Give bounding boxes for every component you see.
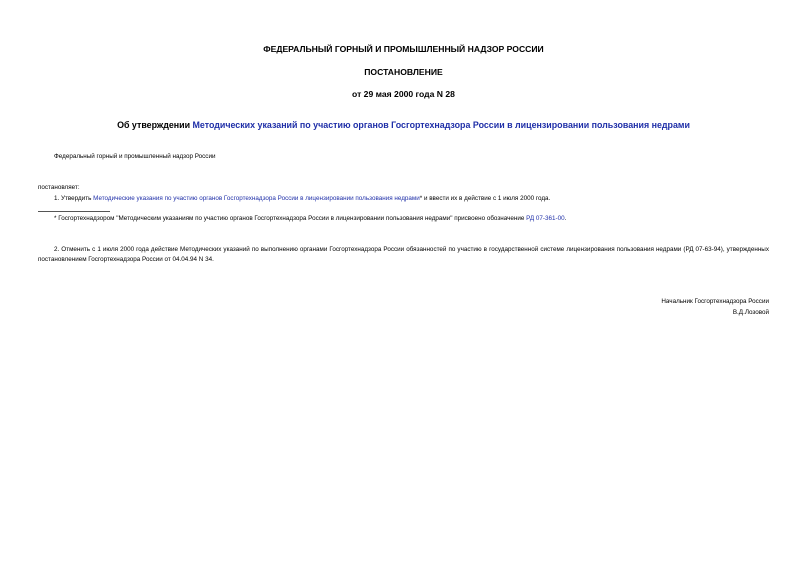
title-link[interactable]: Методических указаний по участию органов Госгортехнадзора России в лицензировании пользования недрами: [192, 120, 690, 130]
document-title: [0, 119, 807, 131]
item-2-paragraph: 2. Отменить с 1 июля 2000 года действие Методических указаний по выполнению органами Госгортехнадзора России обязанностей по участию в государственной системе лицензирования пользования недрами (РД 07-63-94), утвержденных постановлением Госгортехнадзора России от 04.04.94 N 34.: [38, 246, 769, 263]
agency-heading: ФЕДЕРАЛЬНЫЙ ГОРНЫЙ И ПРОМЫШЛЕННЫЙ НАДЗОР РОССИИ: [263, 44, 544, 54]
footnote-link[interactable]: РД 07-361-00: [526, 215, 565, 222]
document-date-heading: от 29 мая 2000 года N 28: [352, 89, 455, 99]
document-type-heading: ПОСТАНОВЛЕНИЕ: [364, 67, 443, 77]
item-1-suffix: * и ввести их в действие с 1 июля 2000 года.: [419, 195, 551, 202]
item-1-link[interactable]: Методические указания по участию органов Госгортехнадзора России в лицензировании пользования недрами: [93, 195, 420, 202]
item-1-prefix: 1. Утвердить: [54, 195, 94, 202]
footnote-paragraph: [54, 214, 566, 223]
resolves-line: постановляет:: [38, 184, 80, 191]
title-prefix: Об утверждении: [117, 120, 193, 130]
signature-name: В.Д.Лозовой: [732, 309, 769, 316]
organization-line: Федеральный горный и промышленный надзор России: [54, 153, 216, 160]
footnote-prefix: * Госгортехнадзором "Методическим указаниям по участию органов Госгортехнадзора России в лицензировании пользования недрами" присвоено обозначение: [54, 215, 527, 222]
item-1-paragraph: [54, 194, 550, 203]
footnote-suffix: .: [564, 215, 567, 222]
footnote-divider: [38, 211, 110, 212]
signature-position: Начальник Госгортехнадзора России: [661, 298, 769, 305]
